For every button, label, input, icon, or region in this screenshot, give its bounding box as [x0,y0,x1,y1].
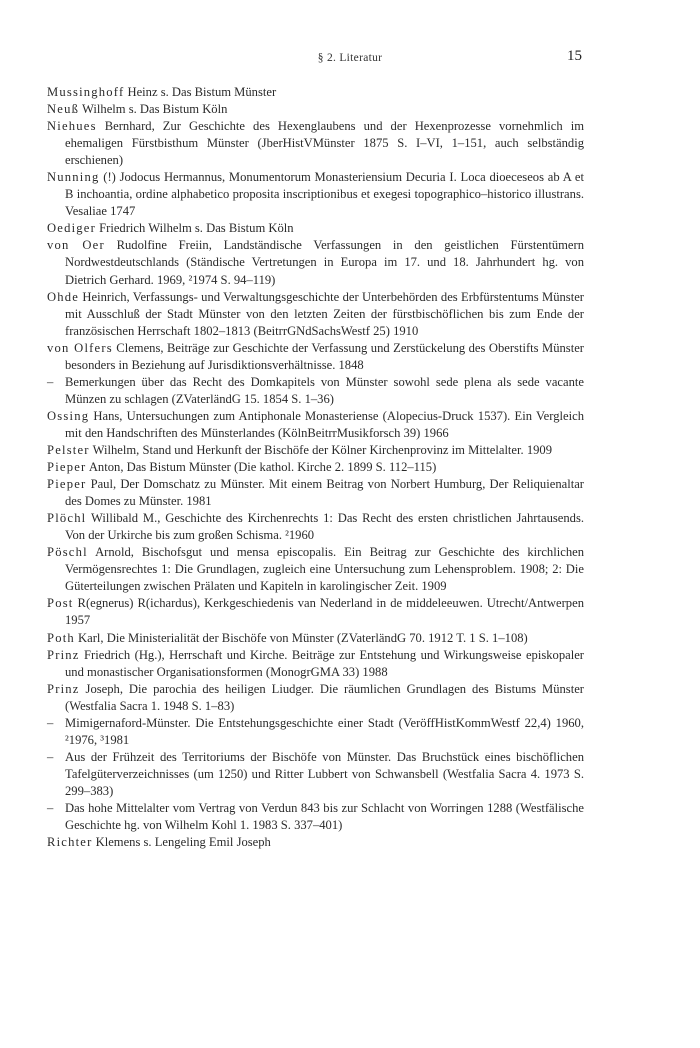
entry-author: Oediger [47,221,96,236]
bibliography-entry [47,101,584,118]
bibliography-entry [47,476,584,510]
entry-text: Hans, Untersuchungen zum Antiphonale Monasteriense (Alopecius-Druck 1537). Ein Vergleich mit den Handschriften des Münsterlandes (KölnBeitrrMusikforsch 39) 1966 [65,408,584,440]
bibliography-entry [47,289,584,340]
ditto-dash: – [47,749,54,764]
entry-text: Clemens, Beiträge zur Geschichte der Verfassung und Zerstückelung des Oberstifts Münster besonders in Beziehung auf Jurisdiktionsverhältnisse. 1848 [65,340,584,372]
bibliography-entry [47,408,584,442]
entry-author: Nunning [47,170,100,185]
entry-text: Willibald M., Geschichte des Kirchenrechts 1: Das Recht des ersten christlichen Jahrtausends. Von der Urkirche bis zum großen Schisma. ²1960 [65,511,584,543]
entry-text: Wilhelm s. Das Bistum Köln [79,102,228,117]
entry-author: Prinz [47,647,80,662]
entry-text: Friedrich Wilhelm s. Das Bistum Köln [95,221,294,236]
entry-author: Niehues [47,119,97,134]
entry-text: Karl, Die Ministerialität der Bischöfe von Münster (ZVaterländG 70. 1912 T. 1 S. 1–108) [74,630,528,645]
entry-author: von Oer [47,238,105,253]
entry-author: Ossing [47,408,90,423]
bibliography-entry [47,374,584,408]
ditto-dash: – [47,800,54,815]
bibliography-entry [47,510,584,544]
bibliography-entry [47,169,584,220]
entry-author: Mussinghoff [47,85,125,99]
entry-author: Plöchl [47,511,87,526]
bibliography-entry [47,84,584,101]
entry-text: Heinz s. Das Bistum Münster [124,85,277,99]
bibliography-entry [47,681,584,715]
entry-text: Wilhelm, Stand und Herkunft der Bischöfe der Kölner Kirchenprovinz im Mittelalter. 1909 [89,442,553,457]
entry-author: Pöschl [47,545,88,560]
entry-text: Bernhard, Zur Geschichte des Hexenglaubens und der Hexenprozesse vornehmlich im ehemaligen Fürstbisthum Münster (JberHistVMünster 1875 S. I–VI, 1–151, auch selbständig erschienen) [65,119,584,168]
bibliography-entry [47,715,584,749]
bibliography-entry [47,118,584,169]
bibliography-entry [47,630,584,647]
entry-text: Joseph, Die parochia des heiligen Liudger. Die räumlichen Grundlagen des Bistums Münster (Westfalia Sacra 1. 1948 S. 1–83) [65,681,584,713]
ditto-dash: – [47,715,54,730]
entry-author: Neuß [47,102,80,117]
entry-text: Anton, Das Bistum Münster (Die kathol. Kirche 2. 1899 S. 112–115) [86,460,437,475]
entry-text: Friedrich (Hg.), Herrschaft und Kirche. Beiträge zur Entstehung und Wirkungsweise episkopaler und monastischer Organisationsformen (MonogrGMA 33) 1988 [65,647,584,679]
bibliography-entry [47,237,584,288]
entry-text: Das hohe Mittelalter vom Vertrag von Verdun 843 bis zur Schlacht von Worringen 1288 (Westfälische Geschichte hg. von Wilhelm Kohl 1. 1983 S. 337–401) [65,800,584,833]
entry-text: Bemerkungen über das Recht des Domkapitels von Münster sowohl sede plena als sede vacante Münzen zu schlagen (ZVaterländG 15. 1854 S. 1–36) [65,374,584,406]
bibliography-entry [47,442,584,459]
entry-text: Paul, Der Domschatz zu Münster. Mit einem Beitrag von Norbert Humburg, Der Reliquienaltar des Domes zu Münster. 1981 [65,477,584,509]
bibliography-entry [47,459,584,476]
bibliography-entry [47,340,584,374]
page-number: 15 [567,48,582,64]
ditto-dash: – [47,374,54,389]
bibliography-entry [47,749,584,800]
entry-text: Mimigernaford-Münster. Die Entstehungsgeschichte einer Stadt (VeröffHistKommWestf 22,4) 1960, ²1976, ³1981 [65,715,584,747]
bibliography-entry [47,834,584,851]
entry-author: Poth [47,630,75,645]
entry-text: R(egnerus) R(ichardus), Kerkgeschiedenis van Nederland in de middeleeuwen. Utrecht/Antwerpen 1957 [65,596,584,628]
bibliography-entry [47,800,584,834]
entry-text: Klemens s. Lengeling Emil Joseph [92,835,271,850]
entry-author: Richter [47,835,93,850]
entry-author: Prinz [47,681,80,696]
bibliography-entry [47,544,584,595]
bibliography-entry [47,595,584,629]
bibliography-entry [47,647,584,681]
entry-text: Aus der Frühzeit des Territoriums der Bischöfe von Münster. Das Bruchstück eines bischöflichen Tafelgüterverzeichnisses (um 1250) und Ritter Lubbert von Schwansbell (Westfalia Sacra 4. 1973 S. 299–383) [65,749,584,798]
entry-author: Pelster [47,442,90,457]
entry-author: Pieper [47,460,87,475]
entry-author: Post [47,596,74,611]
entry-author: Pieper [47,477,87,492]
entry-text: (!) Jodocus Hermannus, Monumentorum Monasteriensium Decuria I. Loca dioeceseos ab A et B inchoantia, ordine alphabetico proposita inscriptionibus et exegesi topographico–historico illustrans. Vesaliae 1747 [65,170,584,219]
bibliography-entry [47,220,584,237]
entry-text: Rudolfine Freiin, Landständische Verfassungen in den geistlichen Fürstentümern Nordwestdeutschlands (Ständische Vertretungen in Europa im 17. und 18. Jahrhundert hg. von Dietrich Gerhard. 1969, ²1974 S. 94–119) [65,238,584,287]
entry-author: von Olfers [47,340,113,355]
bibliography-list [47,84,584,851]
entry-author: Ohde [47,289,80,304]
running-head: § 2. Literatur [317,52,383,64]
entry-text: Heinrich, Verfassungs- und Verwaltungsgeschichte der Unterbehörden des Erbfürstentums Münster mit Ausschluß der Stadt Münster von den letzten Zeiten der fürstbischöflichen bis zum Ende der französischen Herrschaft 1802–1813 (BeitrrGNdSachsWestf 25) 1910 [65,289,584,338]
entry-text: Arnold, Bischofsgut und mensa episcopalis. Ein Beitrag zur Geschichte des kirchlichen Vermögensrechtes 1: Die Grundlagen, zugleich eine Untersuchung zum Lehensproblem. 1908; 2: Die Güterteilungen zwischen Prälaten und Kapiteln in karolingischer Zeit. 1909 [65,545,584,594]
